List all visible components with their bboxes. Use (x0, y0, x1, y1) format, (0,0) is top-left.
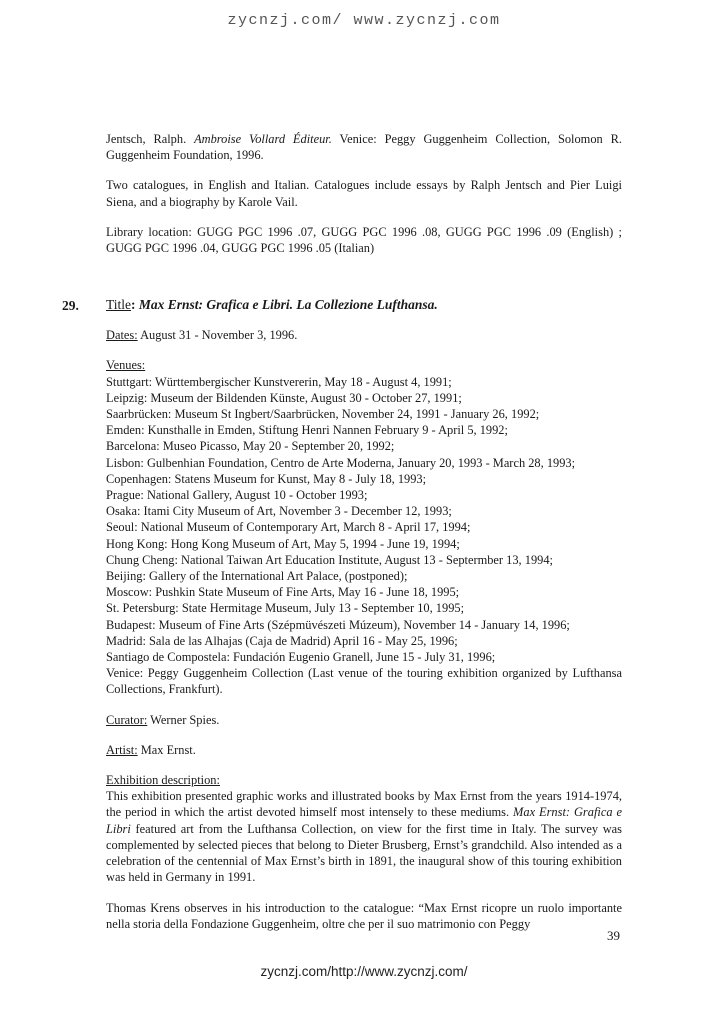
venues-label: Venues: (106, 358, 146, 373)
previous-entry (106, 131, 622, 256)
venues-section (106, 357, 622, 697)
citation (106, 131, 622, 163)
artist-line (106, 742, 622, 758)
description-part2: featured art from the Lufthansa Collection, on view for the first time in Italy. The survey was complemented by selected pieces that belong to Dieter Brusberg, Ernst’s grandchild. Also intended as a celebration of the centennial of Max Ernst’s birth in 1891, the inaugural show of this touring exhibition was held in Germany in 1991. (106, 821, 622, 885)
venue-item: Barcelona: Museo Picasso, May 20 - September 20, 1992; (106, 439, 395, 454)
title-label: Title (106, 297, 132, 312)
entry-number: 29. (62, 298, 79, 313)
citation-rest: Venice: Peggy Guggenheim Collection, Solomon R. Guggenheim Foundation, 1996. (106, 132, 622, 163)
venue-item: Venice: Peggy Guggenheim Collection (Last venue of the touring exhibition organized by Lufthansa Collections, Frankfurt). (106, 666, 622, 697)
description-label: Exhibition description: (106, 773, 220, 788)
page-header: zycnzj.com/ www.zycnzj.com (227, 12, 501, 29)
page-footer: zycnzj.com/http://www.zycnzj.com/ (260, 964, 468, 979)
dates-value: August 31 - November 3, 1996. (140, 328, 298, 343)
venue-item: Copenhagen: Statens Museum for Kunst, May 8 - July 18, 1993; (106, 471, 427, 486)
curator-line (106, 712, 622, 728)
title-colon: : (131, 297, 136, 312)
venue-item: Santiago de Compostela: Fundación Eugenio Granell, June 15 - July 31, 1996; (106, 650, 496, 665)
venue-item: Seoul: National Museum of Contemporary Art, March 8 - April 17, 1994; (106, 520, 471, 535)
citation-title: Ambroise Vollard Éditeur. (194, 132, 332, 146)
venue-item: Budapest: Museum of Fine Arts (Szépmüvészeti Múzeum), November 14 - January 14, 1996; (106, 617, 570, 632)
venue-item: Lisbon: Gulbenhian Foundation, Centro de Arte Moderna, January 20, 1993 - March 28, 1993; (106, 455, 576, 470)
venue-item: Chung Cheng: National Taiwan Art Education Institute, August 13 - Septermber 13, 1994; (106, 552, 553, 567)
library-location: Library location: GUGG PGC 1996 .07, GUGG PGC 1996 .08, GUGG PGC 1996 .09 (English) ; GUGG PGC 1996 .04, GUGG PGC 1996 .05 (Italian) (106, 224, 622, 256)
venues-list (106, 374, 622, 698)
venue-item: Moscow: Pushkin State Museum of Fine Arts, May 16 - June 18, 1995; (106, 585, 460, 600)
description-italic: Max Ernst: Grafica e Libri (106, 805, 622, 836)
page-number: 39 (607, 928, 620, 943)
curator-label: Curator: (106, 712, 148, 727)
description-section (106, 772, 622, 885)
venue-item: Stuttgart: Württembergischer Kunstvererin, May 18 - August 4, 1991; (106, 374, 452, 389)
dates-label: Dates: (106, 328, 138, 343)
venue-item: Osaka: Itami City Museum of Art, November 3 - December 12, 1993; (106, 504, 452, 519)
catalogue-note: Two catalogues, in English and Italian. Catalogues include essays by Ralph Jentsch and Pier Luigi Siena, and a biography by Karole Vail. (106, 178, 622, 209)
venue-item: Leipzig: Museum der Bildenden Künste, August 30 - October 27, 1991; (106, 390, 462, 405)
venue-item: Madrid: Sala de las Alhajas (Caja de Madrid) April 16 - May 25, 1996; (106, 633, 458, 648)
venue-item: Beijing: Gallery of the International Art Palace, (postponed); (106, 569, 408, 584)
venue-item: Prague: National Gallery, August 10 - October 1993; (106, 488, 368, 503)
krens-quote: Thomas Krens observes in his introduction to the catalogue: “Max Ernst ricopre un ruolo importante nella storia della Fondazione Guggenheim, oltre che per il suo matrimonio con Peggy (106, 900, 622, 931)
description-part1: This exhibition presented graphic works and illustrated books by Max Ernst from the years 1914-1974, the period in which the artist devoted himself most intensely to these mediums. (106, 789, 622, 820)
entry-title: Max Ernst: Grafica e Libri. La Collezione Lufthansa. (138, 297, 438, 312)
venue-item: Emden: Kunsthalle in Emden, Stiftung Henri Nannen February 9 - April 5, 1992; (106, 423, 508, 438)
artist-value: Max Ernst. (140, 742, 196, 757)
citation-author: Jentsch, Ralph. (106, 132, 187, 146)
entry-29 (106, 297, 622, 932)
artist-label: Artist: (106, 742, 138, 757)
entry-title-line (106, 297, 622, 313)
venue-item: Hong Kong: Hong Kong Museum of Art, May 5, 1994 - June 19, 1994; (106, 536, 460, 551)
venue-item: St. Petersburg: State Hermitage Museum, July 13 - September 10, 1995; (106, 601, 465, 616)
description-text (106, 788, 622, 885)
curator-value: Werner Spies. (150, 712, 220, 727)
dates-line (106, 327, 622, 343)
venue-item: Saarbrücken: Museum St Ingbert/Saarbrücken, November 24, 1991 - January 26, 1992; (106, 407, 540, 422)
